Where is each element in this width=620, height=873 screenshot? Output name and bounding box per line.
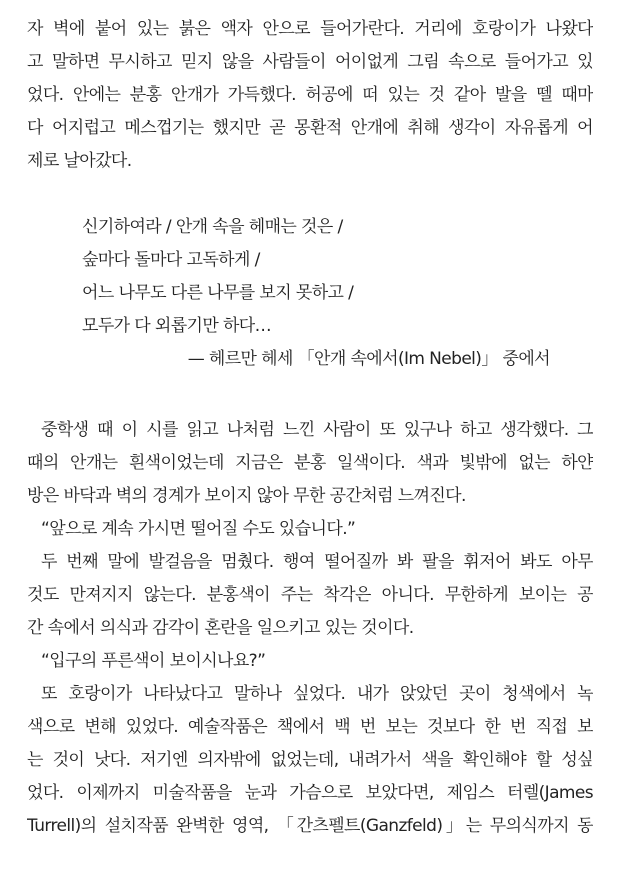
- text-line: 었다. 이제까지 미술작품을 눈과 가슴으로 보았다면, 제임스 터렐(James: [27, 783, 593, 803]
- dialogue-line: “입구의 푸른색이 보이시나요?”: [41, 651, 266, 671]
- text-line: 또 호랑이가 나타났다고 말하나 싶었다. 내가 앉았던 곳이 청색에서 녹: [41, 684, 593, 704]
- dialogue-line: “앞으로 계속 가시면 떨어질 수도 있습니다.”: [41, 519, 356, 539]
- poem-line: 숲마다 돌마다 고독하게 /: [82, 250, 260, 270]
- text-line: 었다. 안에는 분홍 안개가 가득했다. 허공에 떠 있는 것 같아 발을 뗄 때마: [27, 85, 593, 105]
- text-line: 자 벽에 붙어 있는 붉은 액자 안으로 들어가란다. 거리에 호랑이가 나왔다: [27, 19, 593, 39]
- poem-attribution: — 헤르만 헤세 「안개 속에서(Im Nebel)」 중에서: [187, 349, 550, 369]
- text-line: 다 어지럽고 메스껍기는 했지만 곧 몽환적 안개에 취해 생각이 자유롭게 어: [27, 118, 593, 138]
- text-line: 때의 안개는 흰색이었는데 지금은 분홍 일색이다. 색과 빛밖에 없는 하얀: [27, 453, 593, 473]
- poem-line: 신기하여라 / 안개 속을 헤매는 것은 /: [82, 217, 343, 237]
- poem-line: 어느 나무도 다른 나무를 보지 못하고 /: [82, 283, 354, 303]
- text-line: 중학생 때 이 시를 읽고 나처럼 느낀 사람이 또 있구나 하고 생각했다. 그: [41, 420, 593, 440]
- paragraph-2: [27, 414, 593, 843]
- text-line: 색으로 변해 있었다. 예술작품은 책에서 백 번 보는 것보다 한 번 직접 보: [27, 717, 593, 737]
- text-line: 두 번째 말에 발걸음을 멈췄다. 행여 떨어질까 봐 팔을 휘저어 봐도 아무: [41, 552, 593, 572]
- text-line: 제로 날아갔다.: [27, 151, 132, 171]
- text-line: Turrell)의 설치작품 완벽한 영역, 「간츠펠트(Ganzfeld)」는 무의식까지 동: [27, 816, 593, 836]
- text-line: 고 말하면 무시하고 믿지 않을 사람들이 어이없게 그림 속으로 들어가고 있: [27, 52, 593, 72]
- text-line: 간 속에서 의식과 감각이 혼란을 일으키고 있는 것이다.: [27, 618, 414, 638]
- text-line: 는 것이 낫다. 저기엔 의자밖에 없었는데, 내려가서 색을 확인해야 할 성싶: [27, 750, 593, 770]
- poem-line: 모두가 다 외롭기만 하다…: [82, 316, 272, 336]
- poem-quote: [82, 211, 562, 376]
- paragraph-1: [27, 13, 593, 178]
- text-line: 방은 바닥과 벽의 경계가 보이지 않아 무한 공간처럼 느껴진다.: [27, 486, 466, 506]
- text-line: 것도 만져지지 않는다. 분홍색이 주는 착각은 아니다. 무한하게 보이는 공: [27, 585, 593, 605]
